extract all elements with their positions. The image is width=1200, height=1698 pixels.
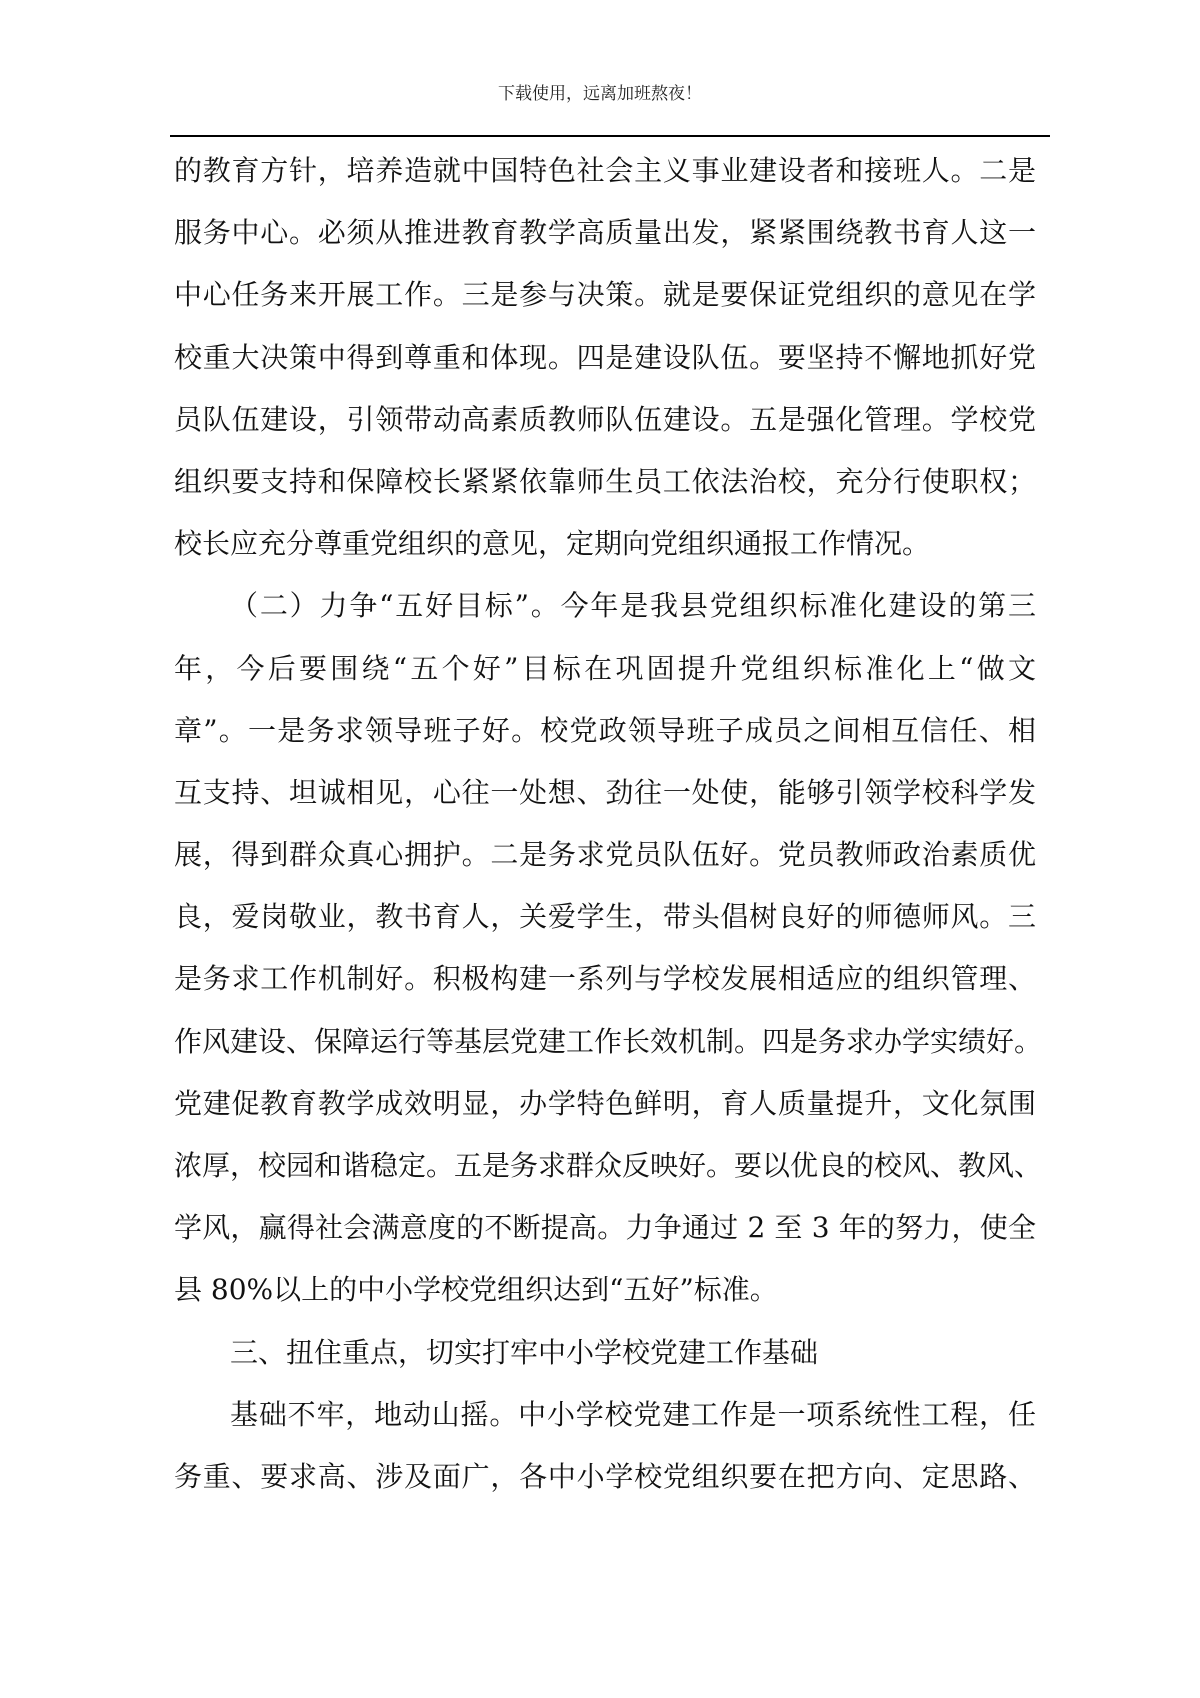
paragraph-start-line: （二）力争“五好目标”。今年是我县党组织标准化建设的第三	[230, 589, 1036, 623]
text-line: 章”。一是务求领导班子好。校党政领导班子成员之间相互信任、相	[174, 713, 1036, 747]
text-line: 服务中心。必须从推进教育教学高质量出发，紧紧围绕教书育人这一	[174, 216, 1036, 250]
text-line: 县 80%以上的中小学校党组织达到“五好”标准。	[174, 1273, 778, 1307]
text-line: 学风，赢得社会满意度的不断提高。力争通过 2 至 3 年的努力，使全	[174, 1211, 1036, 1245]
text-line: 是务求工作机制好。积极构建一系列与学校发展相适应的组织管理、	[174, 962, 1036, 996]
text-line: 浓厚，校园和谐稳定。五是务求群众反映好。要以优良的校风、教风、	[174, 1149, 1043, 1182]
header-divider	[170, 135, 1050, 137]
text-line: 员队伍建设，引领带动高素质教师队伍建设。五是强化管理。学校党	[174, 402, 1036, 436]
text-line: 中心任务来开展工作。三是参与决策。就是要保证党组织的意见在学	[174, 278, 1036, 312]
section-heading: 三、扭住重点，切实打牢中小学校党建工作基础	[230, 1335, 819, 1369]
page-header: 下载使用，远离加班熬夜！	[498, 84, 702, 104]
text-line: 的教育方针，培养造就中国特色社会主义事业建设者和接班人。二是	[174, 154, 1036, 187]
text-line: 良，爱岗敬业，教书育人，关爱学生，带头倡树良好的师德师风。三	[174, 900, 1036, 934]
document-body	[174, 140, 1043, 1508]
text-line: 校长应充分尊重党组织的意见，定期向党组织通报工作情况。	[174, 527, 931, 561]
paragraph-start-line: 基础不牢，地动山摇。中小学校党建工作是一项系统性工程，任	[230, 1397, 1036, 1431]
text-line: 作风建设、保障运行等基层党建工作长效机制。四是务求办学实绩好。	[174, 1024, 1043, 1058]
text-line: 展，得到群众真心拥护。二是务求党员队伍好。党员教师政治素质优	[174, 838, 1036, 872]
text-line: 党建促教育教学成效明显，办学特色鲜明，育人质量提升，文化氛围	[174, 1086, 1036, 1120]
text-line: 互支持、坦诚相见，心往一处想、劲往一处使，能够引领学校科学发	[174, 775, 1036, 809]
text-line: 务重、要求高、涉及面广，各中小学校党组织要在把方向、定思路、	[174, 1459, 1036, 1493]
text-line: 年，今后要围绕“五个好”目标在巩固提升党组织标准化上“做文	[174, 651, 1036, 685]
text-line: 组织要支持和保障校长紧紧依靠师生员工依法治校，充分行使职权；	[174, 464, 1036, 498]
text-line: 校重大决策中得到尊重和体现。四是建设队伍。要坚持不懈地抓好党	[174, 340, 1036, 374]
